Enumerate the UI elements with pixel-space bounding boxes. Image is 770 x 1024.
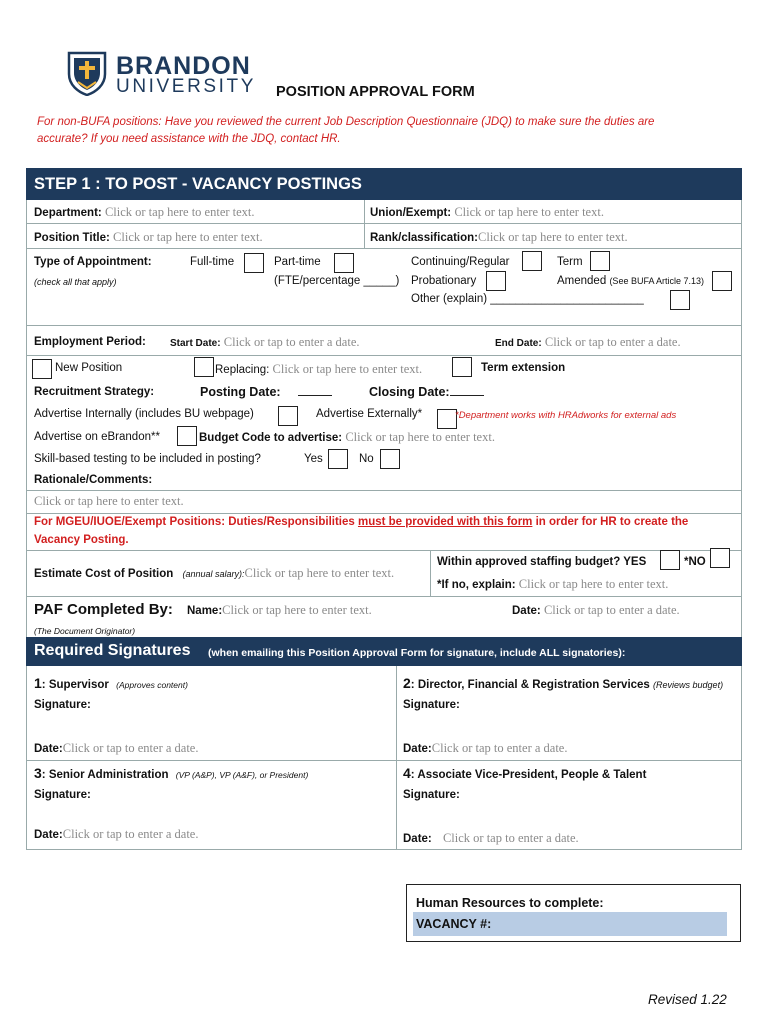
other-label: Other (explain) ________________________ [411, 293, 644, 305]
amended-label: Amended [557, 275, 607, 287]
advertise-ebrandon-checkbox[interactable] [177, 426, 197, 446]
signatory-2-label: : Director, Financial & Registration Services [410, 679, 650, 691]
signatory-2-date-input[interactable]: Click or tap to enter a date. [431, 741, 568, 755]
signatory-2-date-row [403, 741, 567, 756]
budget-code-row [199, 430, 495, 445]
posting-date-row [200, 385, 332, 399]
signatures-title: Required Signatures [34, 642, 191, 659]
union-row [370, 205, 604, 220]
amended-note: (See BUFA Article 7.13) [609, 276, 704, 286]
signatory-3-note: (VP (A&P), VP (A&F), or President) [175, 770, 309, 780]
hr-title: Human Resources to complete: [416, 896, 604, 910]
probationary-label: Probationary [411, 275, 477, 287]
rank-row [370, 230, 628, 245]
step1-title: STEP 1 : TO POST - VACANCY POSTINGS [34, 175, 362, 193]
signatory-2-date-label: Date: [403, 743, 432, 755]
paf-name-input[interactable]: Click or tap here to enter text. [222, 603, 372, 617]
closing-date-label: Closing Date: [369, 385, 450, 399]
signatory-2-number: 2 [403, 675, 411, 691]
paf-date-row [512, 603, 680, 618]
replacing-row [215, 362, 422, 377]
other-checkbox[interactable] [670, 290, 690, 310]
signatory-4-date-row [403, 831, 579, 846]
signatory-1-heading [34, 675, 188, 691]
start-date-label: Start Date: [170, 338, 221, 349]
position-title-input[interactable]: Click or tap here to enter text. [113, 230, 263, 244]
intro-line-2: accurate? If you need assistance with the JDQ, contact HR. [37, 133, 341, 145]
parttime-checkbox[interactable] [334, 253, 354, 273]
position-title-row [34, 230, 263, 245]
signatory-4-label: : Associate Vice-President, People & Talent [410, 769, 647, 781]
term-label: Term [557, 256, 583, 268]
recruitment-strategy-label: Recruitment Strategy: [34, 386, 155, 398]
advertise-externally-label: Advertise Externally* [316, 408, 423, 420]
form-title: POSITION APPROVAL FORM [276, 84, 475, 100]
rationale-input[interactable]: Click or tap here to enter text. [34, 494, 184, 508]
department-label: Department: [34, 207, 102, 219]
if-no-row [437, 577, 668, 592]
parttime-label: Part-time [274, 256, 321, 268]
term-checkbox[interactable] [590, 251, 610, 271]
continuing-label: Continuing/Regular [411, 256, 510, 268]
if-no-label: *If no, explain: [437, 579, 516, 591]
rank-input[interactable]: Click or tap here to enter text. [478, 230, 628, 244]
paf-label: PAF Completed By: [34, 601, 173, 618]
replacing-label: Replacing: [215, 364, 270, 376]
signatory-2-heading [403, 675, 723, 691]
signatory-3-date-row [34, 827, 198, 842]
advertise-ebrandon-label: Advertise on eBrandon** [34, 431, 160, 443]
logo-university: UNIVERSITY [116, 76, 257, 97]
union-input[interactable]: Click or tap here to enter text. [454, 205, 604, 219]
estimate-input[interactable]: Click or tap here to enter text. [244, 566, 395, 580]
mgeu-suffix: in order for HR to create the [532, 516, 689, 528]
advertise-internally-checkbox[interactable] [278, 406, 298, 426]
term-extension-label: Term extension [481, 362, 566, 374]
signatory-3-heading [34, 765, 308, 781]
signatory-3-label: : Senior Administration [41, 769, 169, 781]
new-position-checkbox[interactable] [32, 359, 52, 379]
paf-date-input[interactable]: Click or tap to enter a date. [543, 603, 680, 617]
signatory-3-signature-label: Signature: [34, 789, 91, 801]
signatory-4-heading [403, 765, 646, 781]
brandon-logo [66, 50, 256, 96]
step1-header [26, 168, 742, 200]
probationary-checkbox[interactable] [486, 271, 506, 291]
signatory-2-note: (Reviews budget) [653, 680, 724, 690]
term-extension-checkbox[interactable] [452, 357, 472, 377]
budget-code-input[interactable]: Click or tap here to enter text. [345, 430, 495, 444]
signatory-3-date-label: Date: [34, 829, 63, 841]
closing-date-blank[interactable] [450, 395, 484, 396]
paf-date-label: Date: [512, 605, 541, 617]
department-input[interactable]: Click or tap here to enter text. [104, 205, 255, 219]
signatory-3-number: 3 [34, 765, 42, 781]
rank-label: Rank/classification: [370, 232, 479, 244]
mgeu-underlined: must be provided with this form [357, 516, 533, 528]
posting-date-blank[interactable] [298, 395, 332, 396]
fte-label: (FTE/percentage _____) [274, 275, 400, 287]
intro-line-1: For non-BUFA positions: Have you reviewed the current Job Description Questionnaire (JDQ) to make sure the duties are [37, 116, 655, 128]
estimate-label: Estimate Cost of Position [34, 568, 174, 580]
shield-crest-icon [66, 50, 108, 96]
end-date-label: End Date: [495, 338, 542, 349]
signatory-4-number: 4 [403, 765, 411, 781]
new-position-label: New Position [55, 362, 123, 374]
signatory-1-date-label: Date: [34, 743, 63, 755]
mgeu-note-line-1 [34, 516, 688, 528]
advertise-internally-label: Advertise Internally (includes BU webpage) [34, 408, 254, 420]
signatory-1-note: (Approves content) [116, 680, 188, 690]
if-no-input[interactable]: Click or tap here to enter text. [518, 577, 669, 591]
advertise-externally-checkbox[interactable] [437, 409, 457, 429]
fulltime-checkbox[interactable] [244, 253, 264, 273]
closing-date-row [369, 385, 484, 399]
hr-vacancy-band[interactable] [413, 912, 727, 936]
signatory-1-number: 1 [34, 675, 42, 691]
within-budget-yes-checkbox[interactable] [660, 550, 680, 570]
signatory-2-signature-label: Signature: [403, 699, 460, 711]
employment-period-label: Employment Period: [34, 336, 146, 348]
originator-note: (The Document Originator) [34, 626, 136, 636]
within-budget-no-checkbox[interactable] [710, 548, 730, 568]
rationale-label: Rationale/Comments: [34, 474, 153, 486]
hradworks-note: *Department works with HRAdworks for external ads [455, 410, 677, 421]
appointment-note: (check all that apply) [34, 277, 117, 287]
within-budget-label: Within approved staffing budget? YES [437, 556, 647, 568]
budget-code-label: Budget Code to advertise: [199, 432, 343, 444]
paf-name-label: Name: [187, 605, 223, 617]
replacing-checkbox[interactable] [194, 357, 214, 377]
estimate-row [34, 566, 394, 581]
hr-vacancy-label: VACANCY #: [416, 917, 492, 931]
logo-brandon: BRANDON [116, 52, 251, 80]
fulltime-label: Full-time [190, 256, 235, 268]
skill-yes-label: Yes [304, 453, 323, 465]
hr-box [406, 884, 741, 942]
replacing-input[interactable]: Click or tap here to enter text. [272, 362, 423, 376]
signatures-subtitle: (when emailing this Position Approval Form for signature, include ALL signatories): [208, 647, 626, 659]
union-label: Union/Exempt: [370, 207, 452, 219]
posting-date-label: Posting Date: [200, 385, 281, 399]
department-row [34, 205, 255, 220]
start-date-input[interactable]: Click or tap to enter a date. [223, 335, 360, 349]
signatory-4-date-input[interactable]: Click or tap to enter a date. [442, 831, 579, 845]
signatory-1-date-row [34, 741, 198, 756]
amended-row [557, 275, 704, 287]
start-date-row [170, 335, 360, 350]
signatory-3-date-input[interactable]: Click or tap to enter a date. [62, 827, 199, 841]
amended-checkbox[interactable] [712, 271, 732, 291]
continuing-checkbox[interactable] [522, 251, 542, 271]
end-date-input[interactable]: Click or tap to enter a date. [544, 335, 681, 349]
skill-no-checkbox[interactable] [380, 449, 400, 469]
skill-no-label: No [359, 453, 374, 465]
skill-testing-label: Skill-based testing to be included in posting? [34, 453, 261, 465]
signatory-4-signature-label: Signature: [403, 789, 460, 801]
within-budget-no-label: *NO [684, 556, 706, 568]
signatures-header [26, 637, 742, 666]
signatory-1-signature-label: Signature: [34, 699, 91, 711]
mgeu-note-line-2: Vacancy Posting. [34, 534, 129, 546]
appointment-label: Type of Appointment: [34, 256, 152, 268]
signatory-1-label: : Supervisor [41, 679, 109, 691]
signatory-4-date-label: Date: [403, 833, 432, 845]
revised-label: Revised 1.22 [648, 992, 727, 1007]
position-title-label: Position Title: [34, 232, 110, 244]
skill-yes-checkbox[interactable] [328, 449, 348, 469]
paf-name-row [187, 603, 372, 618]
annual-salary-label: (annual salary): [182, 569, 245, 579]
signatory-1-date-input[interactable]: Click or tap to enter a date. [62, 741, 199, 755]
end-date-row [495, 335, 681, 350]
mgeu-prefix: For MGEU/IUOE/Exempt Positions: Duties/Responsibilities [34, 516, 358, 528]
